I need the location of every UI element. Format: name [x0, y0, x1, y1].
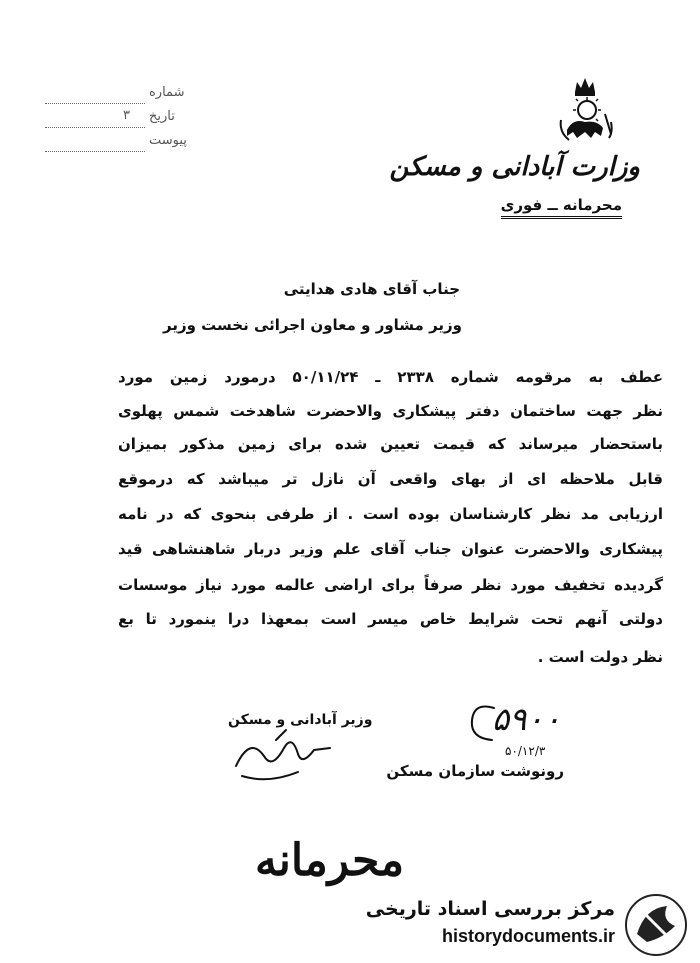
lion-and-sun-emblem-icon	[555, 70, 615, 145]
addressee-title: وزیر مشاور و معاون اجرائی نخست وزیر	[163, 316, 462, 334]
date-line	[45, 115, 145, 128]
number-label: شماره	[149, 85, 185, 100]
body-line-6: پیشکاری والاحضرت عنوان جناب آقای علم وزیر دربار شاهنشاهی قید	[118, 540, 663, 558]
body-line-3: باستحضار میرساند که قیمت تعیین شده برای زمین مذکور بمیزان	[118, 435, 663, 453]
date-value: ۳	[123, 108, 130, 123]
cc-line: رونوشت سازمان مسکن	[386, 762, 564, 780]
attachment-label: پیوست	[149, 133, 187, 148]
body-line-2: نظر جهت ساختمان دفتر پیشکاری والاحضرت شاهدخت شمس پهلوی	[118, 402, 663, 420]
registration-scribble	[464, 700, 504, 745]
date-label: تاریخ	[149, 109, 175, 124]
body-line-5: ارزیابی مد نظر کارشناسان بوده است . از طرفی بنحوی که در نامه	[118, 505, 663, 523]
registration-number: ۵۹۰۰	[492, 700, 561, 738]
body-line-4: قابل ملاحظه ای از بهای واقعی آن نازل تر میباشد که درموقع	[118, 470, 663, 488]
confidential-stamp: محرمانه	[255, 835, 405, 886]
addressee-name: جناب آقای هادی هدایتی	[283, 280, 460, 298]
body-line-8: دولتی آنهم تحت شرایط خاص میسر است بمعهذا درا ینمورد تا بع	[118, 610, 663, 628]
body-line-1: عطف به مرقومه شماره ۲۳۳۸ ـ ۵۰/۱۱/۲۴ درمورد زمین مورد	[118, 368, 664, 386]
classification-label: محرمانه ــ فوری	[501, 196, 622, 219]
signature-title: وزیر آبادانی و مسکن	[228, 712, 373, 728]
header-fields	[45, 85, 185, 155]
watermark-url: historydocuments.ir	[441, 926, 615, 946]
number-line	[45, 91, 145, 104]
ministry-name: وزارت آبادانی و مسکن	[389, 152, 640, 182]
watermark-title: مرکز بررسی اسناد تاریخی	[365, 898, 615, 920]
body-line-9: نظر دولت است .	[537, 648, 663, 666]
body-line-7: گردیده تخفیف مورد نظر صرفاً برای اراضی عالمه مورد نیاز موسسات	[118, 576, 663, 594]
handwritten-signature	[228, 726, 338, 786]
watermark	[365, 890, 695, 960]
watermark-logo-icon	[623, 892, 689, 958]
registration-ref-date: ۵۰/۱۲/۳	[505, 744, 546, 758]
attachment-line	[45, 139, 145, 152]
